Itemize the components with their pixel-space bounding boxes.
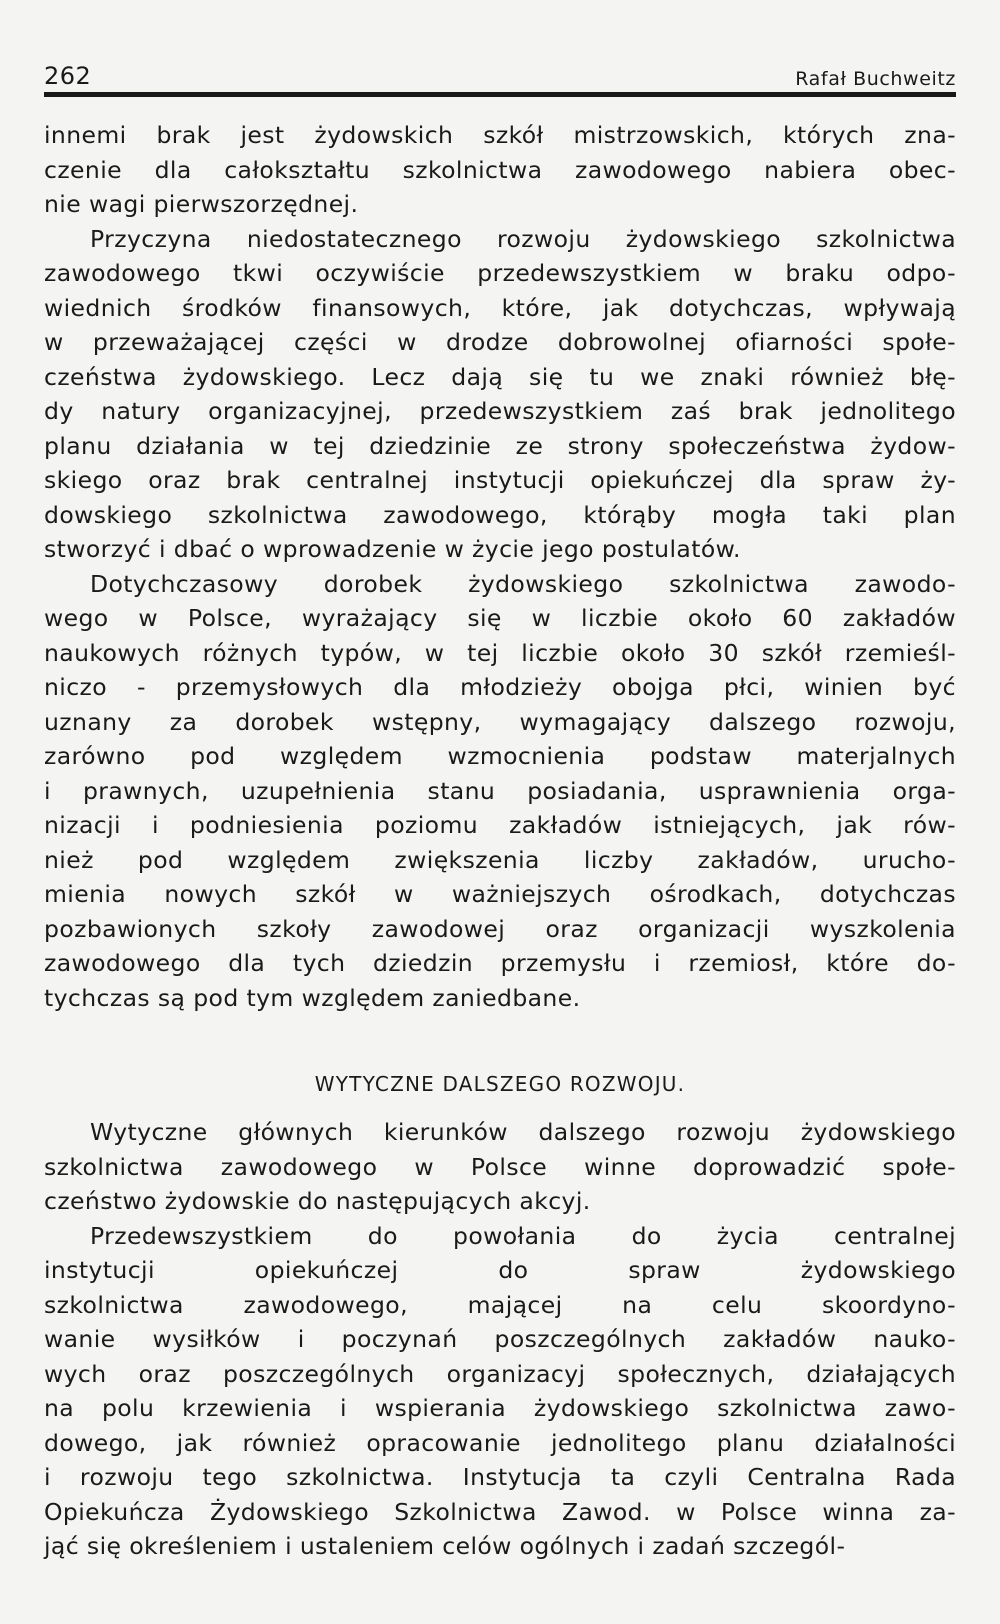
paragraph xyxy=(44,567,956,1016)
text-line: zawodowego dla tych dziedzin przemysłu i rzemiosł, które do- xyxy=(44,949,956,977)
text-line: Przyczyna niedostatecznego rozwoju żydowskiego szkolnictwa xyxy=(90,224,956,253)
page-header xyxy=(44,52,956,90)
text-line: wych oraz poszczególnych organizacyj społecznych, działających xyxy=(44,1359,956,1388)
text-line: czenie dla całokształtu szkolnictwa zawodowego nabiera obec- xyxy=(44,155,956,184)
text-line: wego w Polsce, wyrażający się w liczbie około 60 zakładów xyxy=(44,604,956,632)
text-line: czeństwo żydowskie do następujących akcyj. xyxy=(44,1187,591,1215)
text-line: czeństwa żydowskiego. Lecz dają się tu we znaki również błę- xyxy=(44,362,956,391)
text-line: i rozwoju tego szkolnictwa. Instytucja ta czyli Centralna Rada xyxy=(44,1463,956,1491)
text-line: i prawnych, uzupełnienia stanu posiadania, usprawnienia orga- xyxy=(44,776,956,805)
text-line: uznany za dorobek wstępny, wymagający dalszego rozwoju, xyxy=(44,707,956,736)
text-line: szkolnictwa zawodowego, mającej na celu skoordyno- xyxy=(44,1290,956,1319)
text-line: stworzyć i dbać o wprowadzenie w życie jego postulatów. xyxy=(44,535,741,563)
text-line: nież pod względem zwiększenia liczby zakładów, urucho- xyxy=(44,845,956,874)
text-line: Opiekuńcza Żydowskiego Szkolnictwa Zawod. w Polsce winna za- xyxy=(44,1497,956,1526)
text-line: innemi brak jest żydowskich szkół mistrzowskich, których zna- xyxy=(44,121,956,149)
section-heading: WYTYCZNE DALSZEGO ROZWOJU. xyxy=(314,1072,686,1096)
text-line: w przeważającej części w drodze dobrowolnej ofiarności społe- xyxy=(44,328,956,356)
text-line: tychczas są pod tym względem zaniedbane. xyxy=(44,983,581,1012)
text-line: dy natury organizacyjnej, przedewszystkiem zaś brak jednolitego xyxy=(44,397,956,425)
text-line: niczo - przemysłowych dla młodzieży obojga płci, winien być xyxy=(44,673,956,701)
text-line: dowskiego szkolnictwa zawodowego, którąby mogła taki plan xyxy=(44,500,956,529)
text-line: instytucji opiekuńczej do spraw żydowskiego xyxy=(44,1256,956,1284)
text-line: szkolnictwa zawodowego w Polsce winne doprowadzić społe- xyxy=(44,1152,956,1181)
text-line: zarówno pod względem wzmocnienia podstaw materjalnych xyxy=(44,742,956,770)
text-line: wanie wysiłków i poczynań poszczególnych zakładów nauko- xyxy=(44,1325,956,1353)
paragraph xyxy=(44,222,956,567)
text-line: jąć się określeniem i ustaleniem celów ogólnych i zadań szczegól- xyxy=(44,1532,846,1560)
text-line: na polu krzewienia i wspierania żydowskiego szkolnictwa zawo- xyxy=(44,1394,956,1422)
text-line: skiego oraz brak centralnej instytucji opiekuńczej dla spraw ży- xyxy=(44,466,956,494)
paragraph xyxy=(44,1115,956,1219)
text-line: zawodowego tkwi oczywiście przedewszystkiem w braku odpo- xyxy=(44,259,956,287)
text-line: nie wagi pierwszorzędnej. xyxy=(44,190,359,218)
paragraph xyxy=(44,118,956,222)
paragraph xyxy=(44,1219,956,1564)
body-text xyxy=(44,118,956,1564)
text-line: nizacji i podniesienia poziomu zakładów istniejących, jak rów- xyxy=(44,811,956,839)
text-line: Przedewszystkiem do powołania do życia centralnej xyxy=(90,1221,956,1250)
text-line: Dotychczasowy dorobek żydowskiego szkolnictwa zawodo- xyxy=(90,569,956,598)
page-number: 262 xyxy=(44,62,92,90)
text-line: wiednich środków finansowych, które, jak dotychczas, wpływają xyxy=(44,293,956,322)
header-rule xyxy=(44,92,956,97)
text-line: planu działania w tej dziedzinie ze strony społeczeństwa żydow- xyxy=(44,431,956,460)
text-line: mienia nowych szkół w ważniejszych ośrodkach, dotychczas xyxy=(44,880,956,908)
text-line: naukowych różnych typów, w tej liczbie około 30 szkół rzemieśl- xyxy=(44,638,956,667)
text-line: dowego, jak również opracowanie jednolitego planu działalności xyxy=(44,1428,956,1457)
text-line: Wytyczne głównych kierunków dalszego rozwoju żydowskiego xyxy=(90,1118,956,1146)
text-line: pozbawionych szkoły zawodowej oraz organizacji wyszkolenia xyxy=(44,914,956,943)
running-head-author: Rafał Buchweitz xyxy=(795,68,956,90)
